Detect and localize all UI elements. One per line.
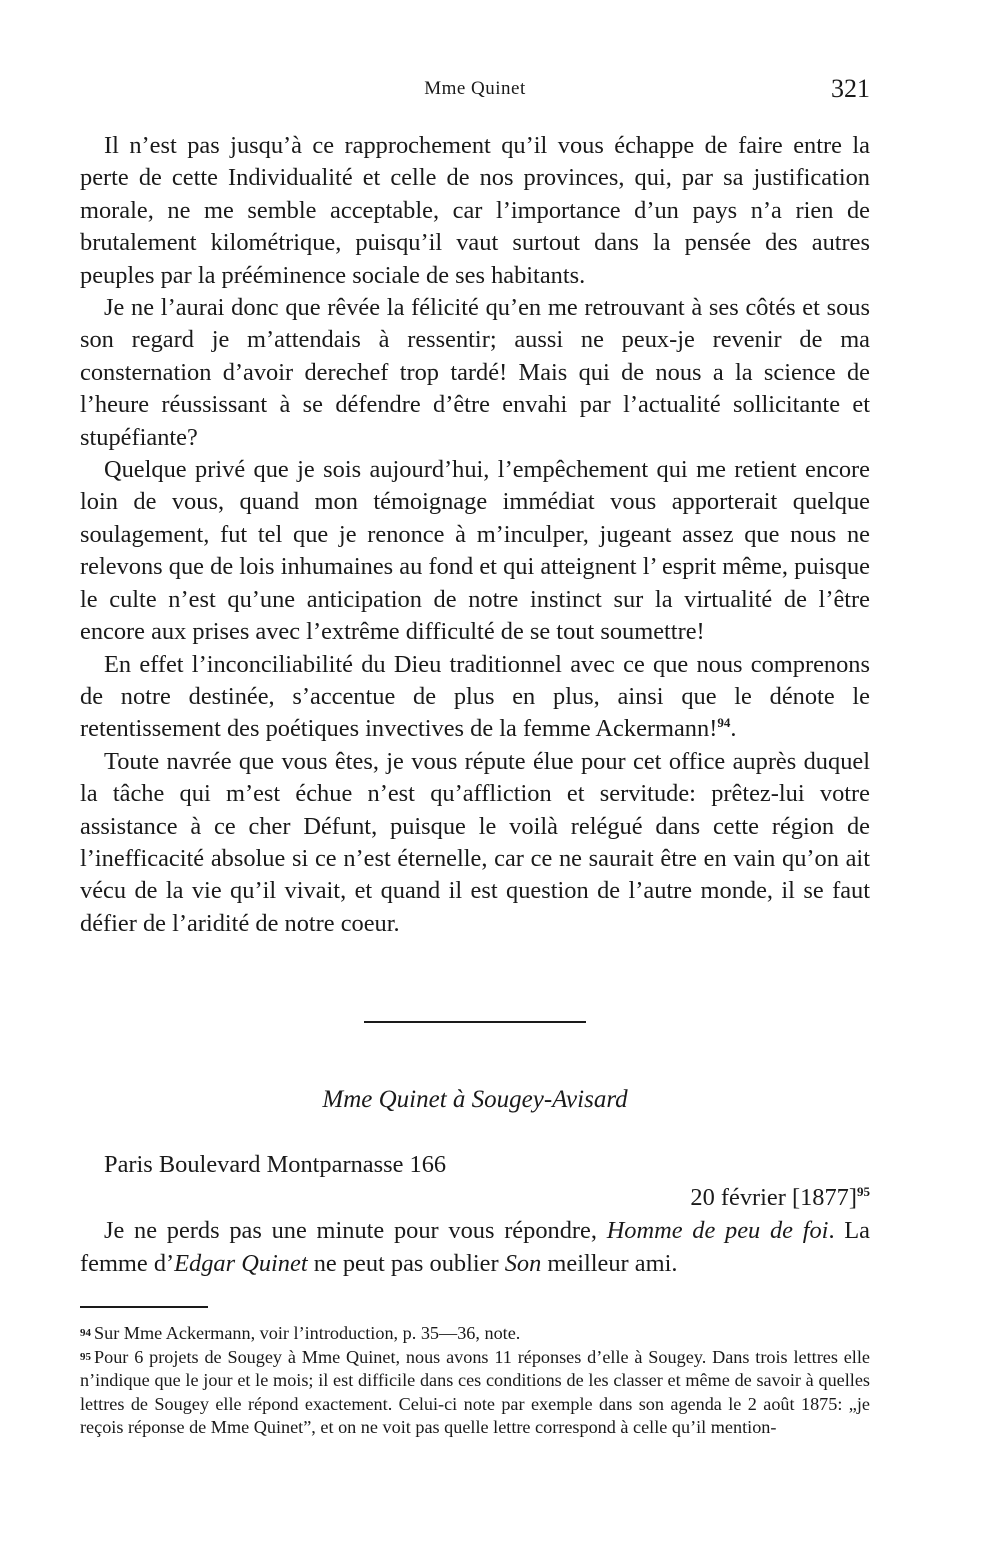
footnote-mark-94: 94 <box>80 1327 91 1339</box>
letter-address: Paris Boulevard Montparnasse 166 <box>104 1151 447 1178</box>
letter-date-text: 20 février [1877] <box>690 1184 857 1211</box>
letter-opening <box>80 1214 870 1280</box>
footnote-ref-94[interactable]: 94 <box>717 715 731 731</box>
opening-italic-3: Son <box>504 1250 542 1277</box>
footnote-rule <box>80 1306 208 1308</box>
footnotes <box>80 1322 870 1440</box>
paragraph-4-end: . <box>730 715 737 743</box>
footnote-ref-95[interactable]: 95 <box>857 1183 870 1199</box>
letter <box>80 1148 870 1280</box>
paragraph-5: Toute navrée que vous êtes, je vous répute élue pour cet office auprès duquel la tâche qui m’est échue n’est qu’affliction et servitude: prêtez-lui votre assistance à ce cher Défunt, puisque le voilà relégué dans cette région de l’inefficacité absolue si ce n’est éternelle, car ce ne saurait être en vain qu’on ait vécu de la vie qu’il vivait, et quand il est question de l’autre monde, il se faut défier de l’aridité de notre coeur. <box>80 747 870 937</box>
book-page <box>80 0 870 1552</box>
footnote-mark-95: 95 <box>80 1350 91 1363</box>
running-title: Mme Quinet <box>424 78 526 99</box>
paragraph-4-text: En effet l’inconciliabilité du Dieu traditionnel avec ce que nous comprenons de notre destinée, s’accentue de plus en plus, ainsi que le dénote le retentissement des poétiques invectives de la femme Ackermann! <box>80 650 870 743</box>
opening-italic-1: Homme de peu de foi <box>606 1217 829 1244</box>
body-text <box>80 130 870 940</box>
paragraph-3: Quelque privé que je sois aujourd’hui, l’empêchement qui me retient encore loin de vous, quand mon témoignage immédiat vous apporterait quelque soulagement, fut tel que je renonce à m’inculper, jugeant assez que nous ne relevons que de lois inhumaines au fond et qui atteignent l’ esprit même, puisque le culte n’est qu’une anticipation de notre instinct sur la virtualité de l’être encore aux prises avec l’extrême difficulté de se tout soumettre! <box>80 456 870 646</box>
page-number: 321 <box>831 74 870 103</box>
footnote-94 <box>80 1322 870 1346</box>
opening-part-4: meilleur ami. <box>541 1250 678 1277</box>
footnote-text-94: Sur Mme Ackermann, voir l’introduction, p. 35—36, note. <box>94 1323 521 1343</box>
paragraph-4 <box>80 649 870 746</box>
letter-date <box>80 1181 870 1214</box>
section-divider <box>364 1021 586 1023</box>
opening-part-2: . La femme d’ <box>80 1217 870 1277</box>
paragraph-1: Il n’est pas jusqu’à ce rapprochement qu’il vous échappe de faire entre la perte de cette Individualité et celle de nos provinces, qui, par sa justification morale, ne me semble acceptable, car l’importance d’un pays n’a rien de brutalement kilométrique, puisqu’il vaut surtout dans la pensée des autres peuples par la prééminence sociale de ses habitants. <box>80 132 870 289</box>
footnote-95 <box>80 1346 870 1440</box>
footnote-text-95: Pour 6 projets de Sougey à Mme Quinet, nous avons 11 réponses d’elle à Sougey. Dans trois lettres elle n’indique que le jour et le mois; il est difficile dans ces conditions de les classer et même de savoir à quelles lettres de Sougey elle répond exactement. Celui-ci note par exemple dans son agenda le 2 août 1875: „je reçois réponse de Mme Quinet”, et on ne voit pas quelle lettre correspond à celle qu’il mention- <box>80 1346 870 1438</box>
letter-heading: Mme Quinet à Sougey-Avisard <box>322 1086 628 1113</box>
opening-italic-2: Edgar Quinet <box>174 1250 308 1277</box>
running-header <box>80 74 870 108</box>
paragraph-2: Je ne l’aurai donc que rêvée la félicité qu’en me retrouvant à ses côtés et sous son regard je m’attendais à ressentir; aussi ne peux-je revenir de ma consternation d’avoir derechef trop tardé! Mais qui de nous a la science de l’heure réussissant à se défendre d’être envahi par l’actualité sollicitante et stupéfiante? <box>80 294 870 451</box>
opening-part-1: Je ne perds pas une minute pour vous répondre, <box>104 1217 607 1244</box>
opening-part-3: ne peut pas oublier <box>307 1250 505 1277</box>
